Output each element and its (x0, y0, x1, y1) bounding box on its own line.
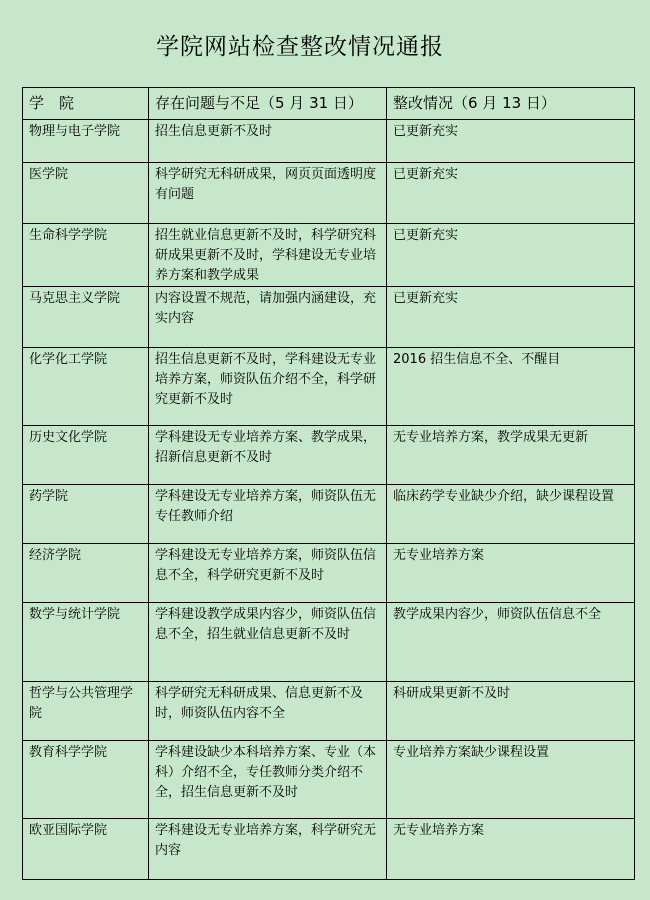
college-cell: 药学院 (23, 485, 149, 544)
status-cell: 无专业培养方案，教学成果无更新 (387, 426, 635, 485)
table-row (23, 603, 635, 682)
college-cell: 物理与电子学院 (23, 120, 149, 163)
table-row (23, 426, 635, 485)
issues-cell: 学科建设教学成果内容少，师资队伍信息不全，招生就业信息更新不及时 (149, 603, 387, 682)
issues-cell: 学科建设缺少本科培养方案、专业（本科）介绍不全，专任教师分类介绍不全，招生信息更新不及时 (149, 741, 387, 819)
table-row (23, 120, 635, 163)
college-cell: 马克思主义学院 (23, 287, 149, 348)
table-row (23, 682, 635, 741)
status-cell: 已更新充实 (387, 224, 635, 287)
college-cell: 经济学院 (23, 544, 149, 603)
issues-cell: 学科建设无专业培养方案，师资队伍无专任教师介绍 (149, 485, 387, 544)
status-cell: 临床药学专业缺少介绍，缺少课程设置 (387, 485, 635, 544)
college-cell: 医学院 (23, 163, 149, 224)
table-header-row (23, 88, 635, 120)
issues-cell: 招生信息更新不及时 (149, 120, 387, 163)
table-row (23, 163, 635, 224)
issues-cell: 招生信息更新不及时，学科建设无专业培养方案，师资队伍介绍不全，科学研究更新不及时 (149, 348, 387, 426)
table-row (23, 348, 635, 426)
table-row (23, 741, 635, 819)
status-cell: 无专业培养方案 (387, 544, 635, 603)
college-cell: 哲学与公共管理学院 (23, 682, 149, 741)
header-college: 学 院 (23, 88, 149, 120)
college-cell: 欧亚国际学院 (23, 819, 149, 880)
status-cell: 专业培养方案缺少课程设置 (387, 741, 635, 819)
issues-cell: 学科建设无专业培养方案、教学成果，招新信息更新不及时 (149, 426, 387, 485)
college-cell: 生命科学学院 (23, 224, 149, 287)
status-cell: 已更新充实 (387, 163, 635, 224)
issues-cell: 科学研究无科研成果、信息更新不及时，师资队伍内容不全 (149, 682, 387, 741)
issues-cell: 科学研究无科研成果，网页页面透明度有问题 (149, 163, 387, 224)
table-row (23, 819, 635, 880)
issues-cell: 内容设置不规范，请加强内涵建设，充实内容 (149, 287, 387, 348)
issues-cell: 学科建设无专业培养方案，科学研究无内容 (149, 819, 387, 880)
header-status: 整改情况（6 月 13 日） (387, 88, 635, 120)
college-cell: 化学化工学院 (23, 348, 149, 426)
rectification-table (22, 87, 635, 880)
table-row (23, 544, 635, 603)
status-cell: 已更新充实 (387, 120, 635, 163)
college-cell: 教育科学学院 (23, 741, 149, 819)
page-title: 学院网站检查整改情况通报 (156, 34, 444, 60)
status-cell: 2016 招生信息不全、不醒目 (387, 348, 635, 426)
status-cell: 教学成果内容少，师资队伍信息不全 (387, 603, 635, 682)
status-cell: 科研成果更新不及时 (387, 682, 635, 741)
status-cell: 已更新充实 (387, 287, 635, 348)
college-cell: 历史文化学院 (23, 426, 149, 485)
college-cell: 数学与统计学院 (23, 603, 149, 682)
table-row (23, 485, 635, 544)
table-row (23, 224, 635, 287)
issues-cell: 招生就业信息更新不及时，科学研究科研成果更新不及时，学科建设无专业培养方案和教学成果 (149, 224, 387, 287)
status-cell: 无专业培养方案 (387, 819, 635, 880)
header-issues: 存在问题与不足（5 月 31 日） (149, 88, 387, 120)
table-row (23, 287, 635, 348)
issues-cell: 学科建设无专业培养方案，师资队伍信息不全，科学研究更新不及时 (149, 544, 387, 603)
